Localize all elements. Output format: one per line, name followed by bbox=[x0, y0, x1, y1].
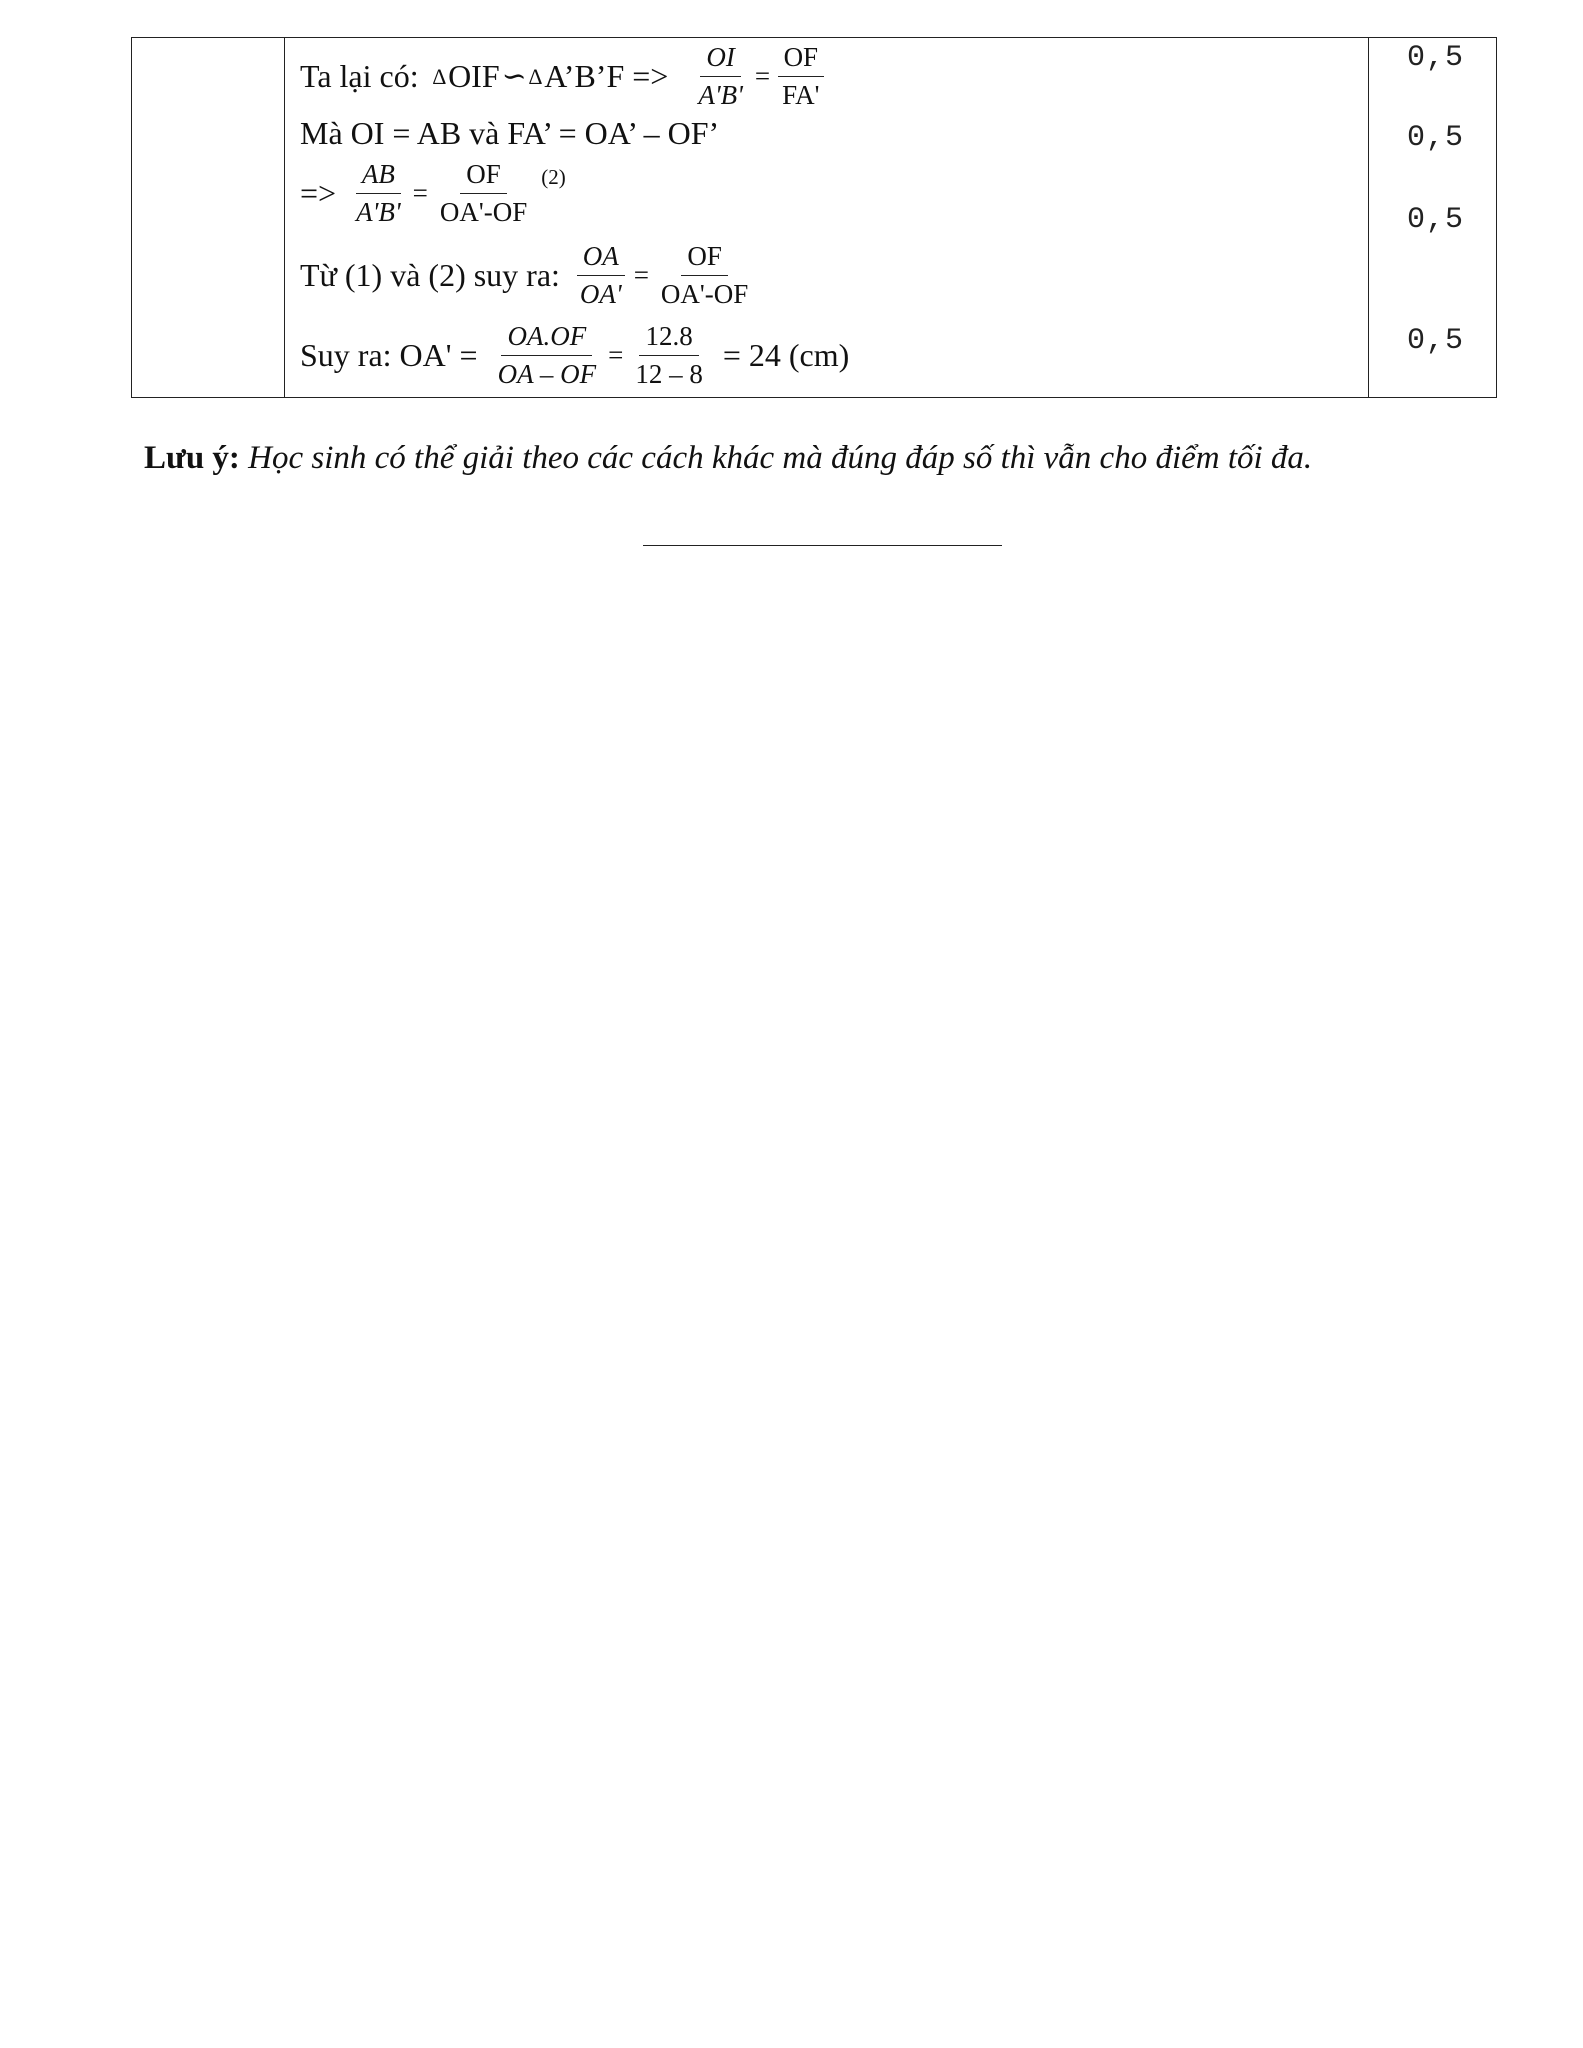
end-divider bbox=[643, 545, 1002, 546]
fraction-denominator: 12 – 8 bbox=[635, 359, 703, 390]
score-cell: 0,5 bbox=[1407, 324, 1465, 358]
fraction-numerator: OI bbox=[700, 42, 741, 77]
fraction-numerator: OA.OF bbox=[501, 321, 592, 356]
fraction bbox=[692, 42, 749, 111]
fraction bbox=[574, 241, 628, 310]
equals-sign: = bbox=[633, 260, 649, 291]
line-prefix: Từ (1) và (2) suy ra: bbox=[300, 257, 560, 294]
solution-line-ratio-2 bbox=[300, 159, 566, 228]
triangle-name: OIF bbox=[448, 58, 500, 95]
fraction bbox=[492, 321, 603, 390]
line-prefix: Ta lại có: bbox=[300, 58, 419, 95]
fraction-denominator: OA'-OF bbox=[439, 197, 528, 228]
solution-line-combine bbox=[300, 241, 758, 310]
line-prefix: Suy ra: OA' = bbox=[300, 337, 478, 374]
triangle-symbol: ∆ bbox=[528, 63, 543, 89]
answer-table bbox=[131, 37, 1497, 398]
table-column-divider bbox=[1368, 38, 1369, 397]
fraction-denominator: OA' bbox=[579, 279, 622, 310]
score-cell: 0,5 bbox=[1407, 41, 1465, 75]
score-cell: 0,5 bbox=[1407, 203, 1465, 237]
solution-line-substitution bbox=[300, 115, 719, 152]
fraction-denominator: A'B' bbox=[356, 197, 401, 228]
fraction-denominator: A'B' bbox=[698, 80, 743, 111]
equals-sign: = bbox=[608, 340, 624, 371]
fraction bbox=[350, 159, 407, 228]
fraction-numerator: 12.8 bbox=[639, 321, 698, 356]
fraction-numerator: OF bbox=[681, 241, 728, 276]
equals-sign: = bbox=[754, 61, 771, 92]
solution-line-result bbox=[300, 321, 849, 390]
fraction bbox=[776, 42, 825, 111]
note-text: Học sinh có thể giải theo các cách khác mà đúng đáp số thì vẫn cho điểm tối đa. bbox=[248, 440, 1313, 476]
triangle-name: A’B’F => bbox=[544, 58, 669, 95]
fraction-numerator: OF bbox=[460, 159, 507, 194]
result-value: = 24 (cm) bbox=[722, 337, 850, 374]
fraction bbox=[434, 159, 533, 228]
line-prefix: => bbox=[300, 175, 337, 212]
fraction-denominator: OA – OF bbox=[497, 359, 597, 390]
fraction bbox=[655, 241, 754, 310]
equation-tag: (2) bbox=[541, 165, 566, 189]
line-text: Mà OI = AB và FA’ = OA’ – OF’ bbox=[300, 115, 720, 151]
solution-line-similar-triangles bbox=[300, 42, 830, 111]
equals-sign: = bbox=[412, 178, 428, 209]
fraction-numerator: OF bbox=[778, 42, 825, 77]
fraction-denominator: FA' bbox=[782, 80, 820, 111]
grading-note bbox=[144, 440, 1312, 477]
fraction-denominator: OA'-OF bbox=[660, 279, 749, 310]
fraction bbox=[629, 321, 709, 390]
fraction-numerator: AB bbox=[356, 159, 401, 194]
score-cell: 0,5 bbox=[1407, 121, 1465, 155]
fraction-numerator: OA bbox=[577, 241, 625, 276]
triangle-symbol: ∆ bbox=[432, 63, 447, 89]
similar-symbol: ∽ bbox=[501, 60, 527, 94]
table-column-divider bbox=[284, 38, 285, 397]
note-label: Lưu ý: bbox=[144, 440, 240, 476]
